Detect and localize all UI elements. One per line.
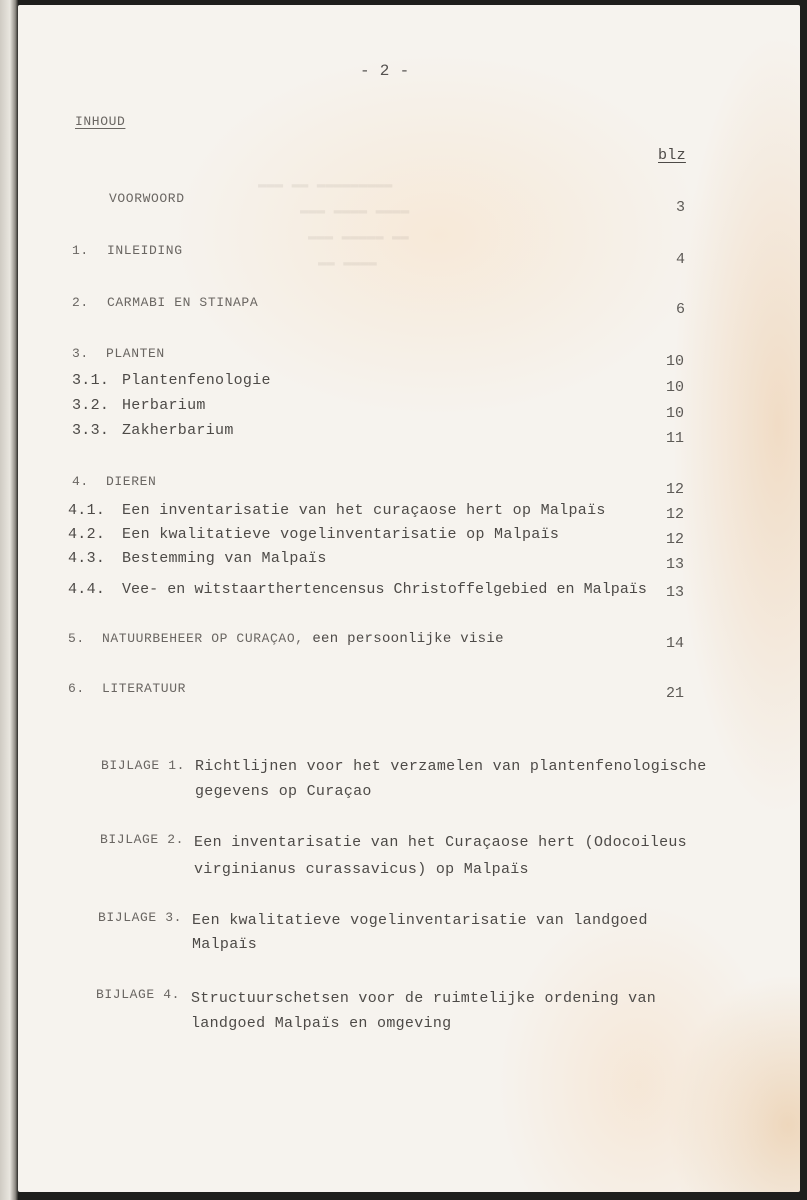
toc-entry-title [102,631,504,647]
toc-entry-number: 2. [72,295,89,310]
toc-entry-title-rest: een persoonlijke visie [303,631,504,647]
toc-entry-page: 14 [665,635,684,652]
toc-entry-title: Vee- en witstaarthertencensus Christoffelgebied en Malpaïs [122,581,647,598]
bleed-through-text: ▬▬▬ ▬▬ ▬▬▬▬▬▬▬▬▬ [258,177,393,193]
appendix-label: BIJLAGE 1. [101,758,186,773]
appendix-title-line2: Malpaïs [192,936,258,953]
bleed-through-text: ▬▬▬ ▬▬▬▬▬ ▬▬ [308,229,409,245]
appendix-title-line1: Een kwalitatieve vogelinventarisatie van landgoed [192,912,648,929]
toc-entry-page: 10 [665,405,684,422]
toc-entry-page: 12 [665,531,684,548]
toc-entry-number: 4. [72,474,89,489]
toc-entry-title: Bestemming van Malpaïs [122,550,327,567]
toc-entry-page: 10 [665,379,684,396]
toc-entry-title: Een inventarisatie van het curaçaose hert op Malpaïs [122,502,606,519]
toc-entry-title: Zakherbarium [122,422,234,439]
appendix-title-line1: Structuurschetsen voor de ruimtelijke ordening van [191,990,657,1007]
toc-entry-number: 4.4. [68,581,106,598]
appendix-title-line2: landgoed Malpaïs en omgeving [191,1015,452,1032]
toc-entry-page: 3 [675,199,685,216]
toc-entry-title: Een kwalitatieve vogelinventarisatie op Malpaïs [122,526,560,543]
toc-entry-page: 12 [665,481,684,498]
toc-entry-number: 4.3. [68,550,106,567]
appendix-title-line1: Een inventarisatie van het Curaçaose hert (Odocoileus [194,834,687,851]
page-title: INHOUD [75,114,126,129]
appendix-label: BIJLAGE 3. [98,910,183,925]
book-binding-edge [0,0,18,1200]
toc-entry-page: 4 [675,251,685,268]
page-column-header: blz [658,147,686,164]
toc-entry-title: Plantenfenologie [122,372,271,389]
bleed-through-text: ▬▬ ▬▬▬▬ [318,255,377,271]
toc-entry-number: 1. [72,243,89,258]
toc-entry-title-caps: NATUURBEHEER OP CURAÇAO, [102,631,304,646]
toc-entry-number: 4.1. [68,502,106,519]
bleed-through-text: ▬▬▬ ▬▬▬▬ ▬▬▬▬ [300,203,410,219]
page-number: - 2 - [360,62,410,80]
toc-entry-title: CARMABI EN STINAPA [107,295,259,310]
toc-entry-number: 6. [68,681,85,696]
toc-entry-title: DIEREN [106,474,157,489]
toc-entry-number: 3. [72,346,89,361]
toc-entry-title: INLEIDING [107,243,183,258]
appendix-label: BIJLAGE 4. [96,987,181,1002]
toc-entry-page: 21 [665,685,684,702]
appendix-title-line1: Richtlijnen voor het verzamelen van plantenfenologische [195,758,707,775]
toc-entry-page: 13 [665,584,684,601]
toc-entry-page: 10 [665,353,684,370]
toc-entry-page: 12 [665,506,684,523]
toc-entry-number: 4.2. [68,526,106,543]
toc-entry-title: LITERATUUR [102,681,187,696]
toc-entry-page: 11 [665,430,684,447]
toc-entry-number: 3.3. [72,422,110,439]
toc-entry-title: Herbarium [122,397,206,414]
appendix-title-line2: gegevens op Curaçao [195,783,372,800]
toc-entry-number: 5. [68,631,85,646]
toc-entry-title: PLANTEN [106,346,165,361]
toc-entry-title: VOORWOORD [109,191,185,206]
toc-entry-page: 6 [675,301,685,318]
toc-entry-number: 3.2. [72,397,110,414]
toc-entry-page: 13 [665,556,684,573]
appendix-label: BIJLAGE 2. [100,832,185,847]
document-page [18,5,800,1192]
appendix-title-line2: virginianus curassavicus) op Malpaïs [194,861,529,878]
toc-entry-number: 3.1. [72,372,110,389]
